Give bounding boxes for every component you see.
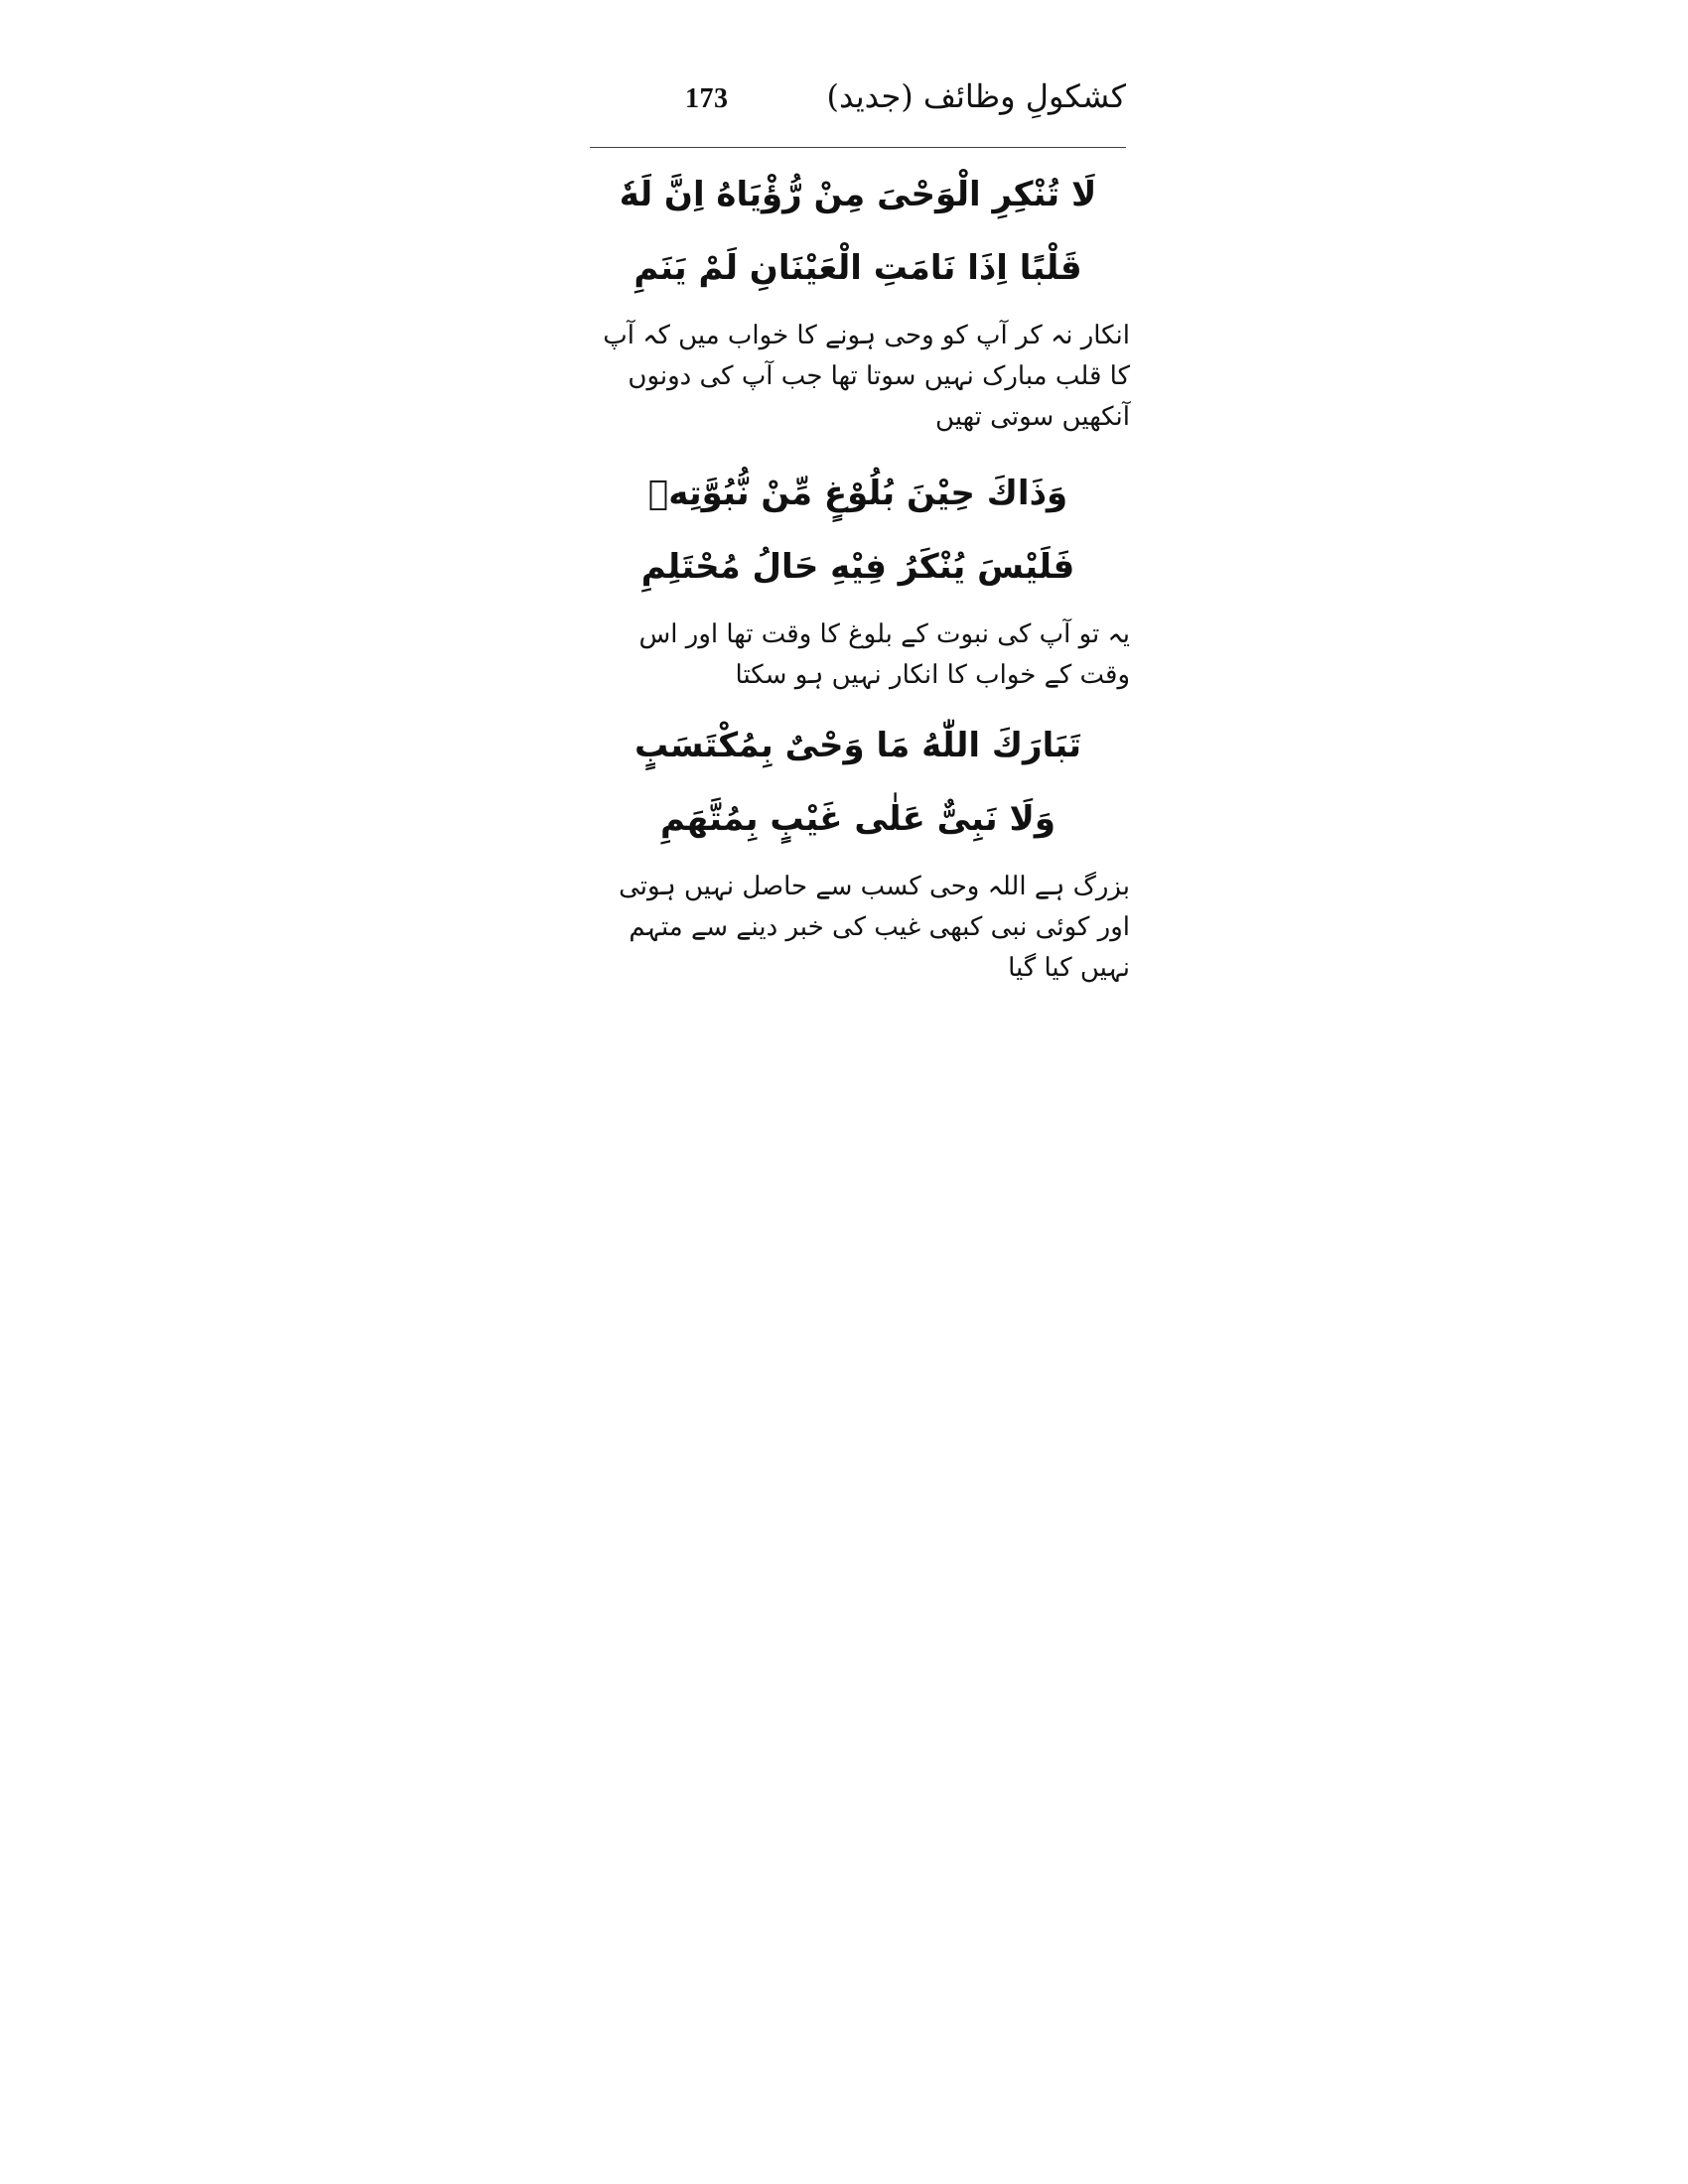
page-header [590,77,1126,137]
arabic-verse-line: وَلَا نَبِىٌّ عَلٰى غَيْبٍ بِمُتَّهَمِ [660,799,1055,839]
arabic-verse-line: لَا تُنْكِرِ الْوَحْىَ مِنْ رُّؤْيَاهُ اِنَّ لَهٗ [619,175,1097,214]
arabic-verse-line: قَلْبًا اِذَا نَامَتِ الْعَيْنَانِ لَمْ يَنَمِ [633,248,1082,288]
stanza-3 [586,718,1130,989]
arabic-verse-line: فَلَيْسَ يُنْكَرُ فِيْهِ حَالُ مُحْتَلِمِ [640,547,1075,587]
page-body [586,167,1130,1011]
header-divider [590,147,1126,148]
book-title: کشکولِ وظائف (جدید) [826,77,1126,115]
page-number: 173 [685,83,729,114]
arabic-verse-line: وَذَاكَ حِيْنَ بُلُوْغٍ مِّنْ نُّبُوَّتِهٖ [647,474,1068,513]
urdu-translation: یہ تو آپ کی نبوت کے بلوغ کا وقت تھا اور اس وقت کے خواب کا انکار نہیں ہو سکتا [638,619,1130,690]
urdu-translation: بزرگ ہے اللہ وحی کسب سے حاصل نہیں ہوتی اور کوئی نبی کبھی غیب کی خبر دینے سے متہم نہیں کیا گیا [619,872,1130,983]
stanza-1 [586,167,1130,438]
urdu-translation: انکار نہ کر آپ کو وحی ہونے کا خواب میں کہ آپ کا قلب مبارک نہیں سوتا تھا جب آپ کی دونوں آنکھیں سوتی تھیں [603,321,1130,432]
stanza-2 [586,466,1130,696]
arabic-verse-line: تَبَارَكَ اللّٰهُ مَا وَحْىٌ بِمُكْتَسَبٍ [633,726,1082,765]
